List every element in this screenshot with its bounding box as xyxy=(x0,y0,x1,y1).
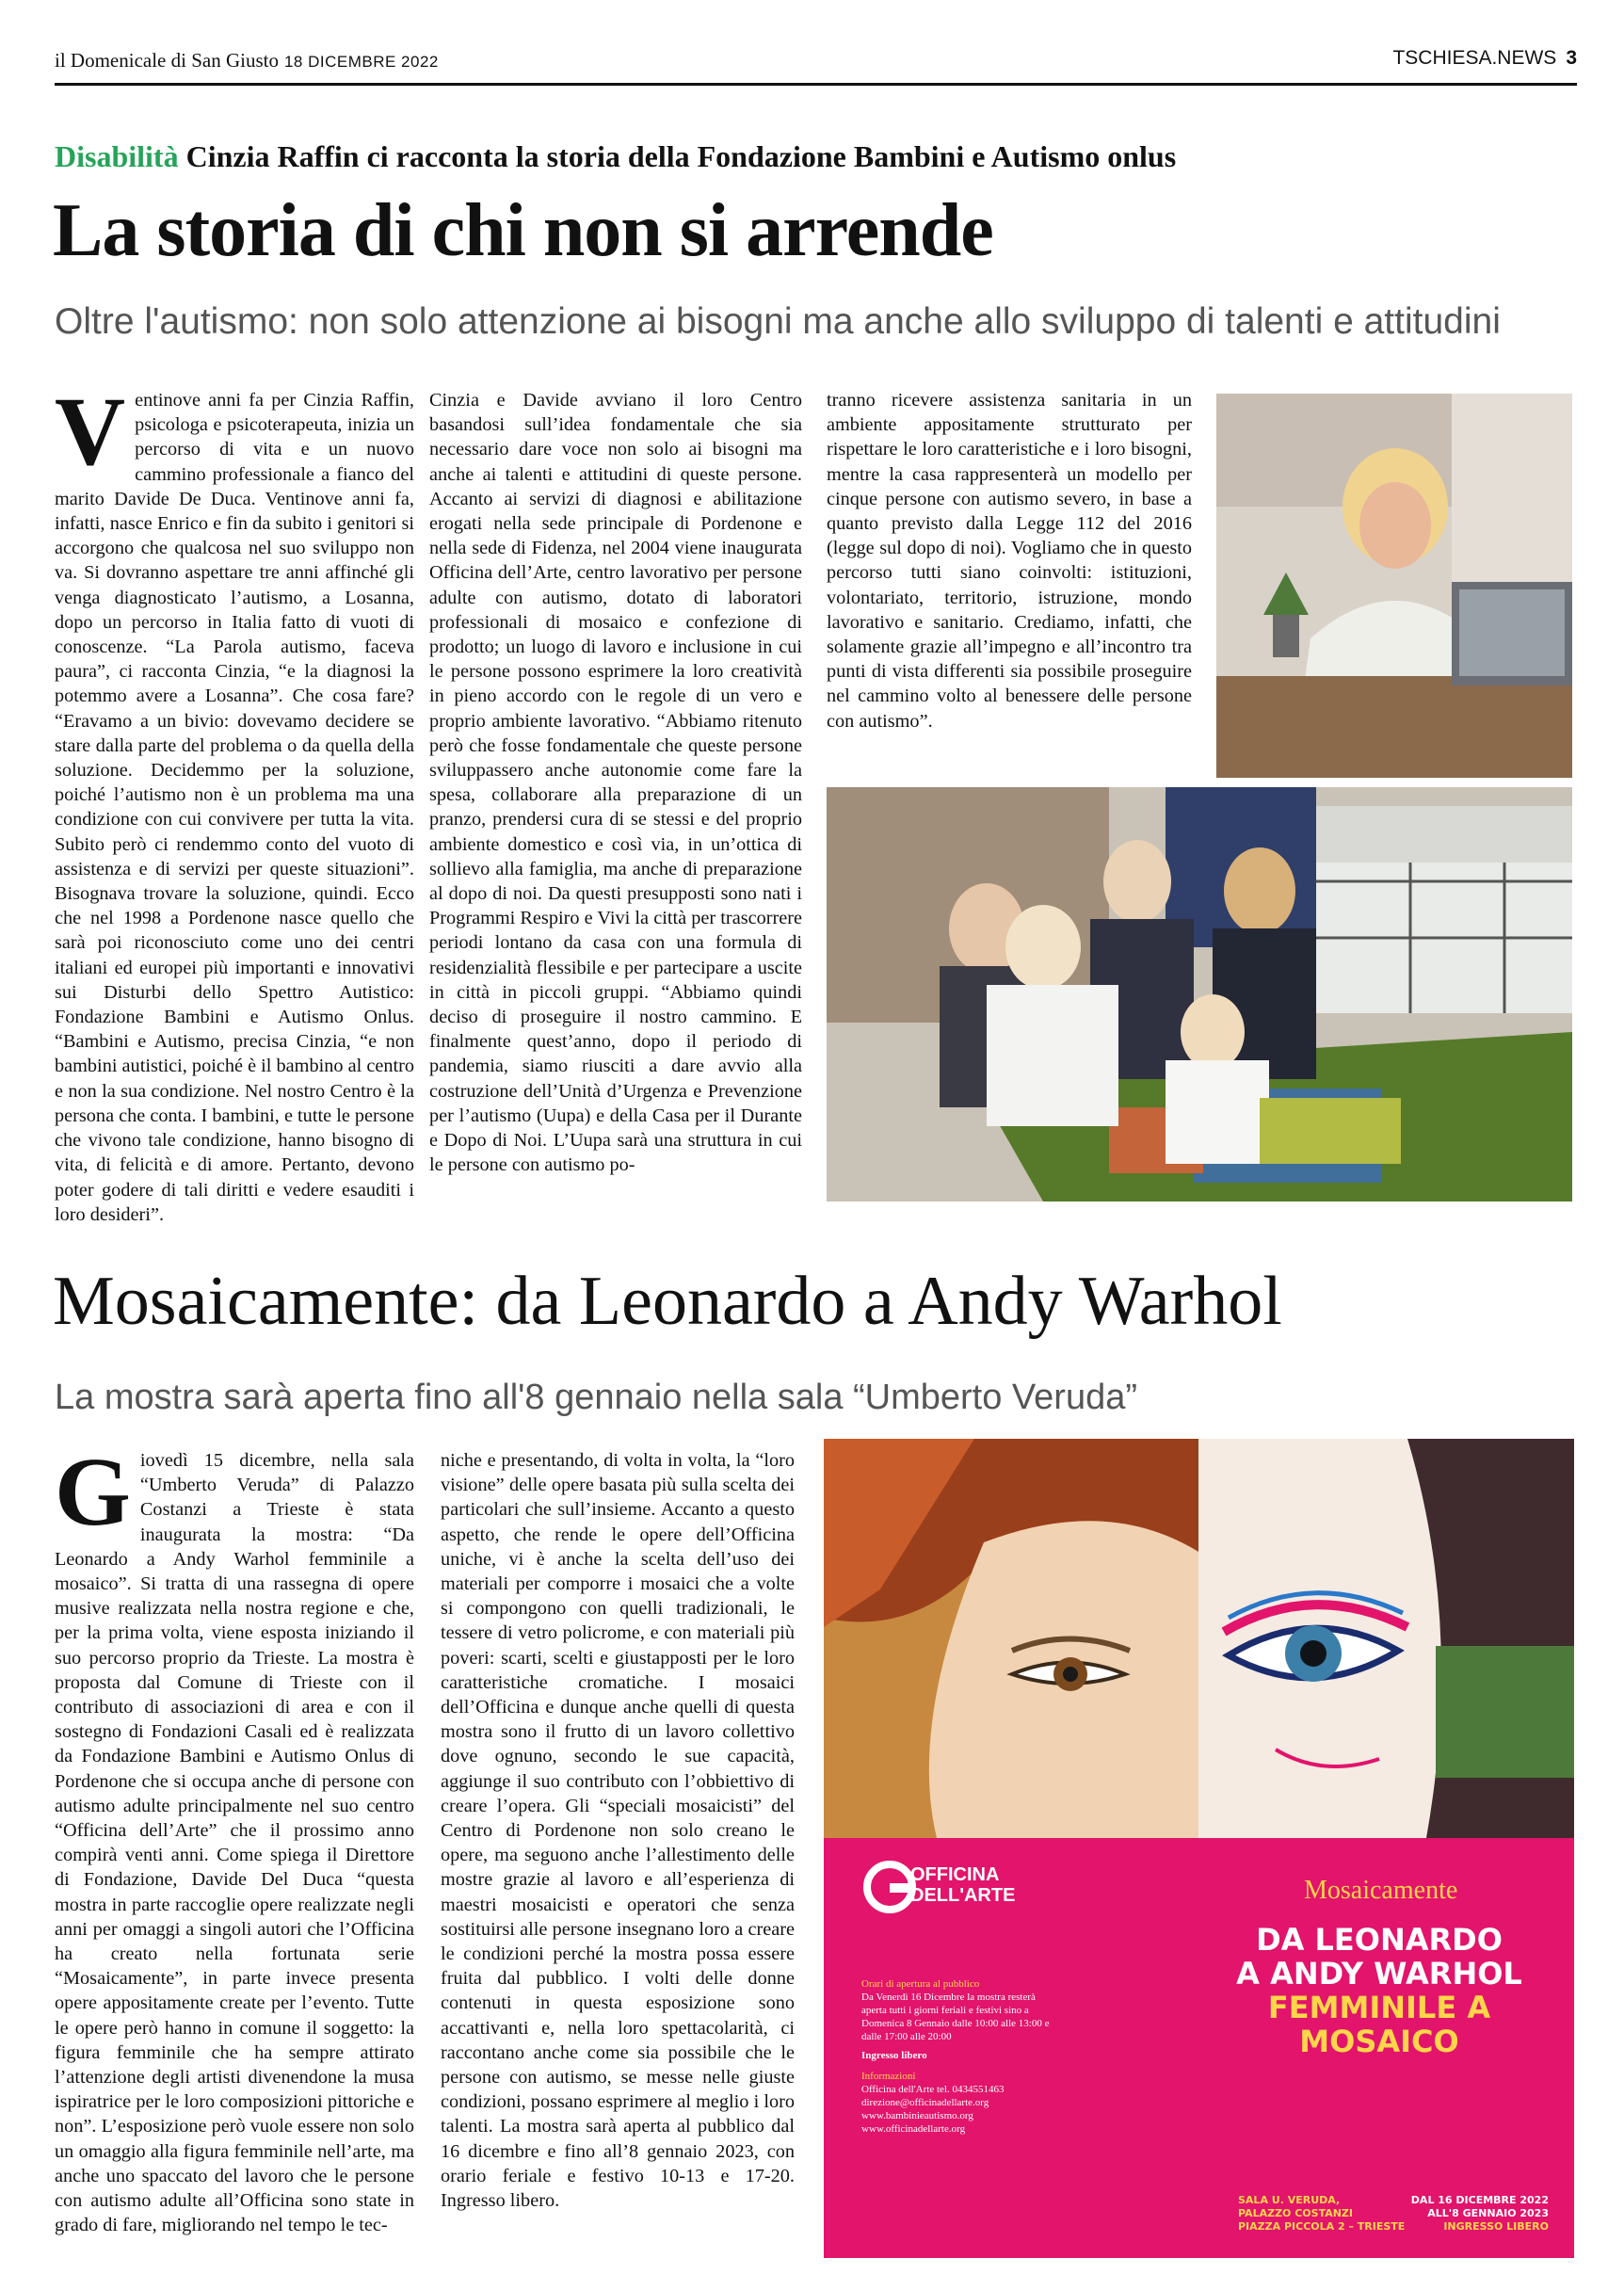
poster-hours xyxy=(861,1977,1059,2136)
category-label: Disabilità xyxy=(55,139,179,173)
officina-logo-icon xyxy=(861,1859,918,1915)
article2-col2-text: niche e presentando, di volta in volta, la “loro visione” delle opere basata più sulla scelta dei particolari che sull’insieme. Accanto a questo aspetto, che rende le opere dell’Officina uniche, vi è anche la scelta dell’uso dei materiali per comporre i mosaici che a volte si compongono con quelli tradizionali, le tessere di vetro policrome, e con materiali più poveri: scarti, scelti e giustapposti per le loro caratteristiche cromatiche. I mosaici dell’Officina e dunque anche quelli di questa mostra sono il frutto di un lavoro collettivo dove ognuno, secondo le sue capacità, aggiunge il suo contributo con l’obbiettivo di creare l’opera. Gli “speciali mosaicisti” del Centro di Pordenone non solo creano le opere, ma seguono anche l’allestimento delle mostre grazie al lavoro e all’esperienza di maestri mosaicisti e operatori che senza sostituirsi alle persone insegnano loro a creare le condizioni perché la mostra possa essere fruita dal pubblico. I volti delle donne contenuti in questa esposizione sono accattivanti e, nella loro spettacolarità, ci raccontano anche come sia possibile che le persone con autismo, se messe nelle giuste condizioni, possano esprimere al meglio i loro talenti. La mostra sarà aperta al pubblico dal 16 dicembre e fino all’8 gennaio 2023, con orario feriale e festivo 10-13 e 17-20. Ingresso libero. xyxy=(441,1450,795,2212)
article1-column-3 xyxy=(827,388,1192,734)
article1-col3-text: tranno ricevere assistenza sanitaria in un ambiente appositamente strutturato per rispettare le loro caratteristiche e i loro bisogni, mentre la casa rappresenterà un modello per cinque persone con autismo severo, in base a quanto previsto dalla Legge 112 del 2016 (legge sul dopo di noi). Vogliamo che in questo percorso tutti siano coinvolti: istituzioni, volontariato, territorio, istruzione, mondo lavorativo e sanitario. Crediamo, infatti, che solamente grazie all’impegno e all’incontro tra punti di vista differenti sia possibile proseguire nel cammino volto al benessere delle persone con autismo”. xyxy=(827,390,1192,732)
article1-subhead: Oltre l'autismo: non solo attenzione ai bisogni ma anche allo sviluppo di talenti e attitudini xyxy=(55,301,1501,342)
venue-line-1: SALA U. VERUDA, xyxy=(1238,2194,1341,2206)
hours-text: Da Venerdì 16 Dicembre la mostra resterà aperta tutti i giorni feriali e festivi sino a Domenica 8 Gennaio dalle 10:00 alle 13:00 e dalle 17:00 alle 20:00 xyxy=(861,1992,1050,2042)
article2-column-1 xyxy=(55,1438,414,2238)
article2-column-2 xyxy=(441,1448,795,2213)
dates-line-2: ALL'8 GENNAIO 2023 xyxy=(1427,2207,1549,2219)
info-title: Informazioni xyxy=(861,2071,916,2082)
site-and-page xyxy=(1392,47,1577,70)
poster-title-line-2: A ANDY WARHOL xyxy=(1236,1956,1522,1992)
photo-portrait-illustration xyxy=(1216,394,1572,778)
kicker-text: Cinzia Raffin ci racconta la storia della Fondazione Bambini e Autismo onlus xyxy=(185,139,1177,173)
photo-cinzia-raffin xyxy=(1216,394,1572,778)
dropcap: V xyxy=(55,378,126,486)
info-text: Officina dell'Arte tel. 0434551463 direzione@officinadellarte.org www.bambinieautismo.org www.officinadellarte.org xyxy=(861,2084,1005,2135)
article1-col2-text: Cinzia e Davide avviano il loro Centro basandosi sull’idea fondamentale che sia necessario dare voce non solo ai bisogni ma anche ai talenti e attitudini di queste persone. Accanto ai servizi di diagnosi e abilitazione erogati nella sede principale di Pordenone e nella sede di Fidenza, nel 2004 viene inaugurata Officina dell’Arte, centro lavorativo per persone adulte con autismo, dotato di laboratori professionali di mosaico e confezione di prodotto; un luogo di lavoro e inclusione in cui le persone possono esprimere la loro creatività in pieno accordo con le regole di un vero e proprio ambiente lavorativo. “Abbiamo ritenuto però che fosse fondamentale che queste persone sviluppassero anche autonomie come fare la spesa, collaborare alla preparazione di un pranzo, prendersi cura di se stessi e del proprio ambiente domestico e così via, in un’ottica di sollievo alla famiglia, ma anche di preparazione al dopo di noi. Da questi presupposti sono nati i Programmi Respiro e Vivi la città per trascorrere periodi lontano da casa con una formula di residenzialità flessibile e per partecipare a uscite in città in piccoli gruppi. “Abbiamo quindi deciso di proseguire il nostro cammino. E finalmente quest’anno, dopo il periodo di pandemia, siamo riusciti a dare avvio alla costruzione dell’Unità d’Urgenza e Prevenzione per l’autismo (Uupa) e della Casa per il Durante e Dopo di Noi. L’Uupa sarà una struttura in cui le persone con autismo po- xyxy=(429,390,802,1176)
photo-workshop-illustration xyxy=(827,787,1572,1202)
page-number: 3 xyxy=(1566,47,1577,69)
article1-headline: La storia di chi non si arrende xyxy=(53,189,993,272)
poster-series-name: Mosaicamente xyxy=(1304,1876,1458,1905)
poster-title xyxy=(1210,1923,1549,2058)
hours-title: Orari di apertura al pubblico xyxy=(861,1978,980,1990)
exhibition-poster xyxy=(824,1439,1574,2258)
newspaper-name xyxy=(55,49,439,73)
poster-title-line-1: DA LEONARDO xyxy=(1256,1922,1503,1958)
site-name: TSCHIESA.NEWS xyxy=(1392,47,1557,69)
poster-title-line-4: MOSAICO xyxy=(1299,2024,1459,2059)
dates-line-1: DAL 16 DICEMBRE 2022 xyxy=(1410,2194,1549,2206)
article1-column-1 xyxy=(55,378,414,1227)
poster-title-line-3: FEMMINILE A xyxy=(1267,1990,1491,2025)
logo-mark-svg xyxy=(861,1859,918,1915)
dropcap: G xyxy=(55,1438,131,1546)
poster-artwork xyxy=(824,1439,1574,1838)
article1-kicker xyxy=(55,139,1176,174)
header-rule xyxy=(55,83,1577,86)
venue-line-2: PALAZZO COSTANZI xyxy=(1238,2207,1354,2219)
article2-subhead: La mostra sarà aperta fino all'8 gennaio nella sala “Umberto Veruda” xyxy=(55,1378,1138,1417)
venue-line-3: PIAZZA PICCOLA 2 – TRIESTE xyxy=(1238,2220,1406,2233)
poster-dates xyxy=(1398,2194,1549,2234)
logo-line-2: DELL'ARTE xyxy=(910,1885,1016,1906)
entry-text: Ingresso libero xyxy=(861,2050,927,2061)
article2-headline: Mosaicamente: da Leonardo a Andy Warhol xyxy=(53,1263,1282,1340)
photo-mosaic-workshop xyxy=(827,787,1572,1202)
paper-title: il Domenicale di San Giusto xyxy=(55,49,279,72)
poster-info-band xyxy=(824,1838,1574,2258)
article1-column-2 xyxy=(429,388,802,1178)
officina-logo-text xyxy=(910,1864,1015,1906)
article1-col1-text: entinove anni fa per Cinzia Raffin, psicologa e psicoterapeuta, inizia un percorso di vita e un nuovo cammino professionale a fianco del marito Davide De Duca. Ventinove anni fa, infatti, nasce Enrico e fin da subito i genitori si accorgono che qualcosa nel suo sviluppo non va. Si dovranno aspettare tre anni affinché gli venga diagnosticato l’autismo, a Losanna, dopo un percorso in Italia fatto di vuoti di conoscenze. “La Parola autismo, faceva paura”, ci racconta Cinzia, “e la diagnosi la potemmo avere a Losanna”. Che cosa fare? “Eravamo a un bivio: dovevamo decidere se stare dalla parte del problema o da quella della soluzione. Decidemmo per la soluzione, poiché l’autismo non è un problema ma una condizione con cui convivere per tutta la vita. Subito però ci rendemmo conto del vuoto di assistenza e di servizi per queste situazioni”. Bisognava trovare la soluzione, quindi. Ecco che nel 1998 a Pordenone nasce quello che sarà poi riconosciuto come uno dei centri italiani ed europei più importanti e innovativi sui Disturbi dello Spettro Autistico: Fondazione Bambini e Autismo Onlus. “Bambini e Autismo, precisa Cinzia, “e non bambini autistici, poiché è il bambino al centro e non la sua condizione. Nel nostro Centro è la persona che conta. I bambini, e tutte le persone che vivono tale condizione, hanno bisogno di vita, di felicità e di amore. Pertanto, devono poter godere di tali diritti e vedere esauditi i loro desideri”. xyxy=(55,390,414,1225)
poster-venue xyxy=(1238,2194,1405,2234)
article2-col1-text: iovedì 15 dicembre, nella sala “Umberto Veruda” di Palazzo Costanzi a Trieste è stata inaugurata la mostra: “Da Leonardo a Andy Warhol femminile a mosaico”. Si tratta di una rassegna di opere musive realizzata nella nostra regione e che, per la prima volta, viene esposta iniziando il suo percorso proprio da Trieste. La mostra è proposta dal Comune di Trieste con il contributo di associazioni di area e con il sostegno di Fondazioni Casali ed è realizzata da Fondazione Bambini e Autismo Onlus di Pordenone che si occupa anche di persone con autismo adulte principalmente nel suo centro “Officina dell’Arte” che il prossimo anno compirà venti anni. Come spiega il Direttore di Fondazione, Davide Del Duca “questa mostra in parte raccoglie opere realizzate negli anni per omaggi a singoli autori che l’Officina ha creato nella fortunata serie “Mosaicamente”, in parte invece presenta opere appositamente create per l’evento. Tutte le opere però hanno in comune il soggetto: la figura femminile che ha sempre attirato l’attenzione degli artisti divenendone la musa ispiratrice per le loro composizioni pittoriche e non”. L’esposizione però vuole essere non solo un omaggio alla figura femminile nell’arte, ma anche uno spaccato del lavoro che le persone con autismo adulte all’Officina sono state in grado di fare, migliorando nel tempo le tec- xyxy=(55,1450,414,2236)
issue-date: 18 DICEMBRE 2022 xyxy=(283,53,439,71)
logo-line-1: OFFICINA xyxy=(910,1864,1000,1885)
dates-line-3: INGRESSO LIBERO xyxy=(1443,2220,1549,2233)
